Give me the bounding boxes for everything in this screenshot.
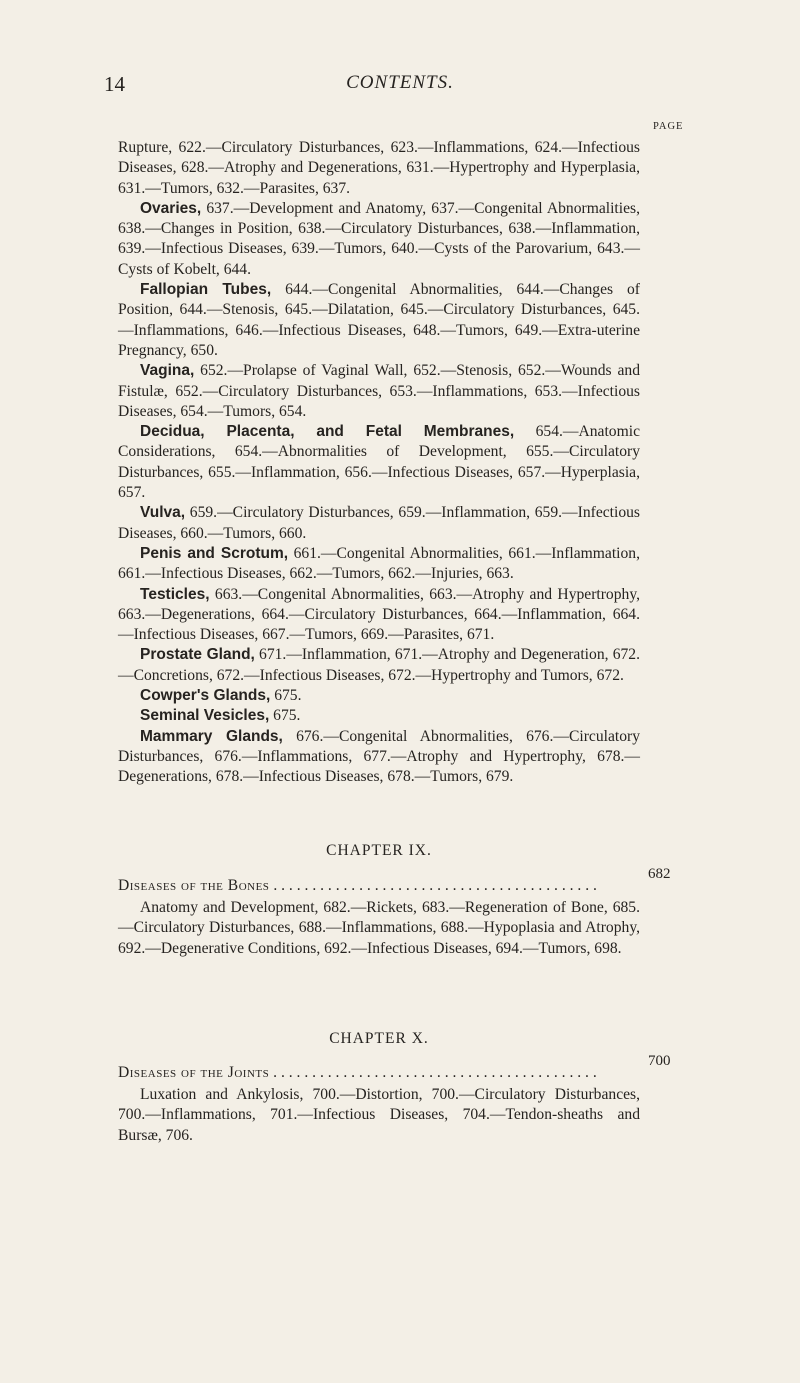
toc-entry [118,544,640,585]
chapter-heading: CHAPTER X. [329,1030,429,1047]
toc-entry [118,280,640,361]
page-number: 14 [104,72,125,96]
entry-text: 654.—Anatomic Considerations, 654.—Abnormalities of Development, 655.—Circulatory Disturbances, 655.—Inflammation, 656.—Infectious Diseases, 657.—Hyperplasia, 657. [118,423,640,502]
running-title: CONTENTS. [346,72,454,93]
entry-text: 659.—Circulatory Disturbances, 659.—Inflammation, 659.—Infectious Diseases, 660.—Tumors, 660. [118,504,640,542]
section-title: Diseases of the Joints [118,1064,270,1081]
entry-heading: Testicles, [140,585,210,603]
section-title-row: Diseases of the Joints . . . . . . . . . . . . . . . . . . . . . . . . . . . . . . . . . . . . . . . . . . [118,1064,597,1081]
contents-entries [118,138,640,788]
toc-entry [118,422,640,503]
toc-entry [118,706,640,726]
entry-text: 661.—Congenital Abnormalities, 661.—Inflammation, 661.—Infectious Diseases, 662.—Tumors, 662.—Injuries, 663. [118,544,641,583]
toc-entry [118,199,640,280]
toc-entry [118,138,640,199]
entry-heading: Penis and Scrotum, [140,544,289,562]
entry-text: 644.—Congenital Abnormalities, 644.—Changes of Position, 644.—Stenosis, 645.—Dilatation, 645.—Circulatory Disturbances, 645.—Inflammations, 646.—Infectious Diseases, 648.—Tumors, 649.—Extra-uterine Pregnancy, 650. [118,281,641,359]
entry-text: 675. [270,687,302,705]
page-column-label: PAGE [653,121,684,132]
entry-text: 676.—Congenital Abnormalities, 676.—Circulatory Disturbances, 676.—Inflammations, 677.—Atrophy and Hypertrophy, 678.—Degenerations, 678.—Infectious Diseases, 678.—Tumors, 679. [118,727,640,786]
toc-entry [118,686,640,706]
entry-text: 637.—Development and Anatomy, 637.—Congenital Abnormalities, 638.—Changes in Position, 638.—Circulatory Disturbances, 638.—Inflammation, 639.—Infectious Diseases, 639.—Tumors, 640.—Cysts of the Parovarium, 643.—Cysts of Kobelt, 644. [118,199,640,278]
toc-entry [118,727,640,788]
toc-entry [118,503,640,544]
section-title-row: Diseases of the Bones . . . . . . . . . . . . . . . . . . . . . . . . . . . . . . . . . . . . . . . . . . [118,877,597,894]
section-page-number: 682 [648,866,671,882]
entry-heading: Cowper's Glands, [140,687,271,705]
entry-heading: Decidua, Placenta, and Fetal Membranes, [140,423,515,441]
chapter-heading: CHAPTER IX. [326,842,432,859]
entry-heading: Mammary Glands, [140,727,283,745]
section-page-number: 700 [648,1053,671,1069]
section-contents [118,1085,640,1146]
toc-entry: Anatomy and Development, 682.—Rickets, 683.—Regeneration of Bone, 685.—Circulatory Disturbances, 688.—Inflammations, 688.—Hypoplasia and Atrophy, 692.—Degenerative Conditions, 692.—Infectious Diseases, 694.—Tumors, 698. [118,899,640,957]
entry-text: 675. [269,707,301,725]
page-header [0,72,800,102]
entry-text: 671.—Inflammation, 671.—Atrophy and Degeneration, 672.—Concretions, 672.—Infectious Diseases, 672.—Hypertrophy and Tumors, 672. [118,646,640,684]
entry-heading: Seminal Vesicles, [140,707,270,725]
toc-entry [118,585,640,646]
section-contents [118,898,640,959]
entry-text: Rupture, 622.—Circulatory Disturbances, 623.—Inflammations, 624.—Infectious Diseases, 628.—Atrophy and Degenerations, 631.—Hypertrophy and Hyperplasia, 631.—Tumors, 632.—Parasites, 637. [118,139,640,197]
entry-heading: Fallopian Tubes, [140,281,272,299]
toc-entry: Luxation and Ankylosis, 700.—Distortion, 700.—Circulatory Disturbances, 700.—Inflammations, 701.—Infectious Diseases, 704.—Tendon-sheaths and Bursæ, 706. [118,1086,640,1144]
section-title: Diseases of the Bones [118,877,270,894]
entry-text: 663.—Congenital Abnormalities, 663.—Atrophy and Hypertrophy, 663.—Degenerations, 664.—Circulatory Disturbances, 664.—Inflammation, 664.—Infectious Diseases, 667.—Tumors, 669.—Parasites, 671. [118,585,640,644]
entry-heading: Vulva, [140,504,186,522]
entry-heading: Vagina, [140,362,195,380]
entry-heading: Ovaries, [140,199,202,217]
entry-heading: Prostate Gland, [140,646,255,664]
entry-text: 652.—Prolapse of Vaginal Wall, 652.—Stenosis, 652.—Wounds and Fistulæ, 652.—Circulatory Disturbances, 653.—Inflammations, 653.—Infectious Diseases, 654.—Tumors, 654. [118,362,640,420]
toc-entry [118,645,640,686]
toc-entry [118,361,640,422]
